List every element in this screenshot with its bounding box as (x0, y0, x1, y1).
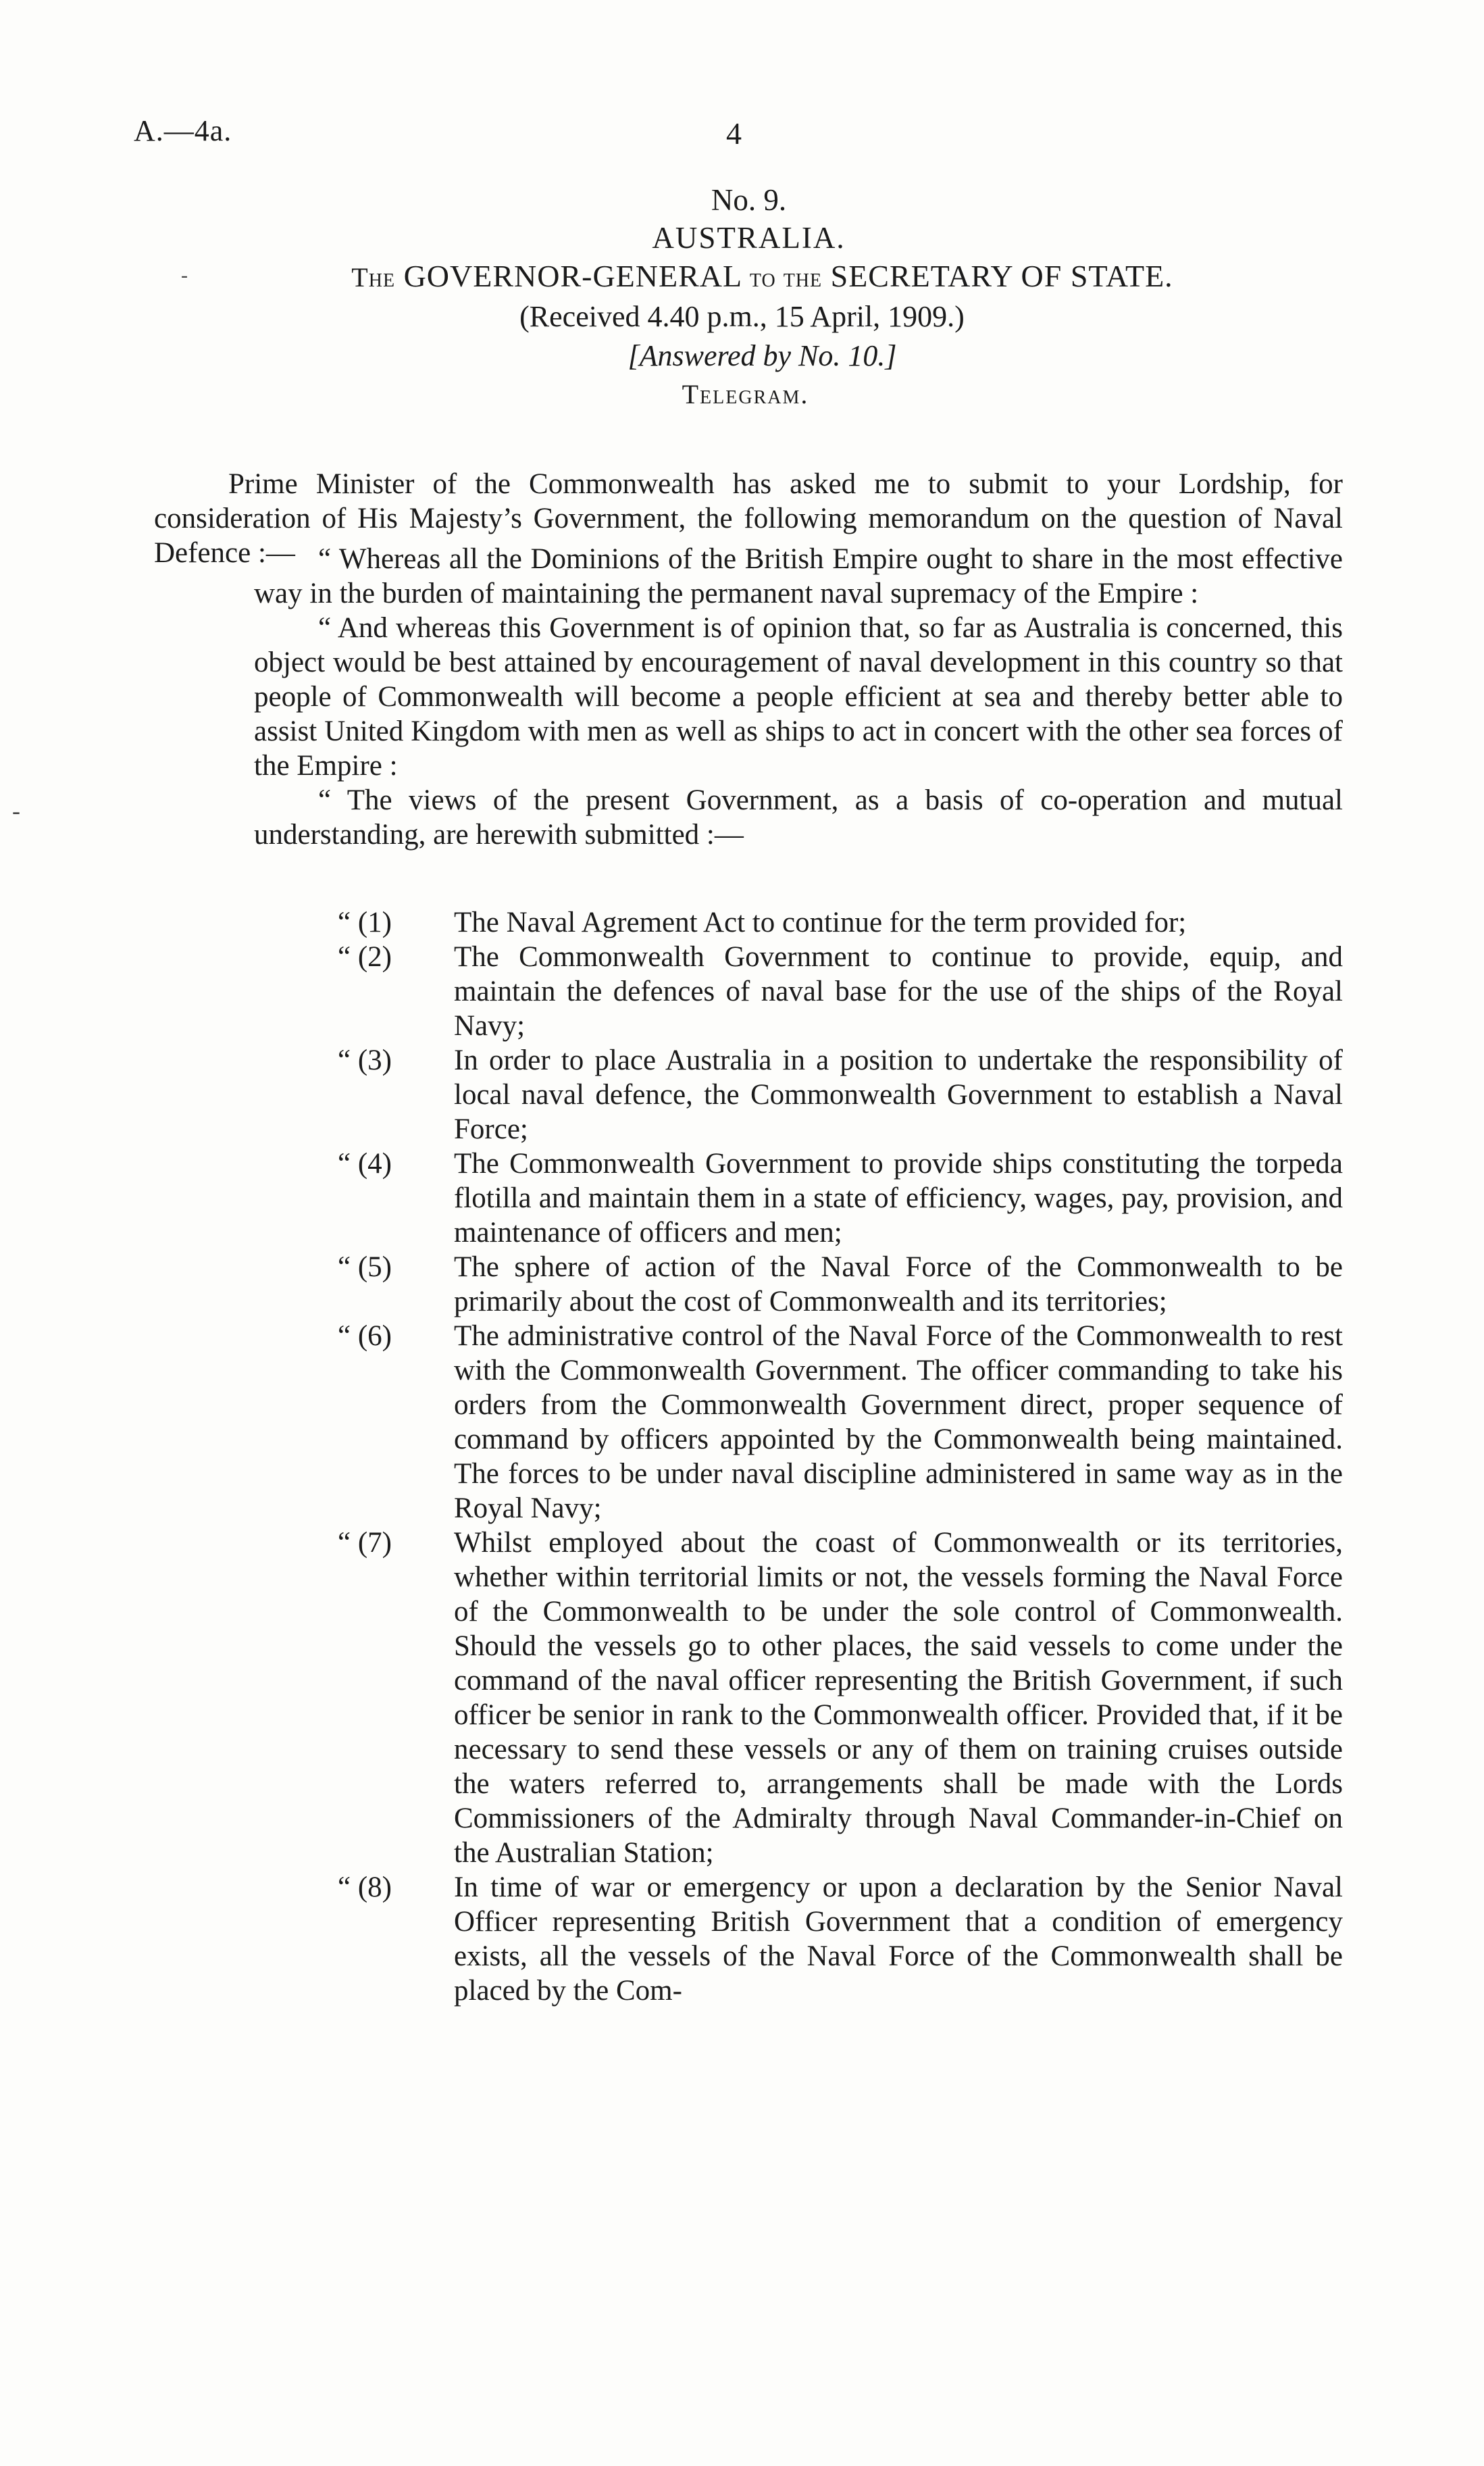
document-heading (0, 181, 1484, 413)
item-text: The Commonwealth Government to provide ships constituting the torpeda flotilla and maintain them in a state of efficiency, wages, pay, provision, and maintenance of officers and men; (454, 1148, 1343, 1249)
print-speck: - (12, 797, 20, 824)
page-number: 4 (726, 116, 742, 151)
country-heading: AUSTRALIA. (652, 221, 846, 255)
item-text: The Commonwealth Government to continue to provide, equip, and maintain the defences of naval base for the use of the ships of the Royal Navy; (454, 941, 1343, 1042)
memo-paragraph: “ The views of the present Government, as a basis of co-operation and mutual understanding, are herewith submitted :— (254, 784, 1343, 851)
memo-item (338, 1526, 1343, 1870)
item-number: “ (5) (338, 1251, 392, 1283)
item-text: Whilst employed about the coast of Commonwealth or its territories, whether within territorial limits or not, the vessels forming the Naval Force of the Commonwealth to be under the sole control of Commonwealth. Should the vessels go to other places, the said vessels to come under the command of the naval officer representing the British Government, if such officer be senior in rank to the Commonwealth officer. Provided that, if it be necessary to send these vessels or any of them on training cruises outside the waters referred to, arrangements shall be made with the Lords Commissioners of the Admiralty through Naval Commander-in-Chief on the Australian Station; (454, 1527, 1343, 1869)
item-text: In time of war or emergency or upon a declaration by the Senior Naval Officer representing British Government that a condition of emergency exists, all the vessels of the Naval Force of the Commonwealth shall be placed by the Com- (454, 1871, 1343, 2007)
print-speck: - (181, 264, 188, 286)
sender-recipient-line (0, 257, 1484, 297)
memo-item (338, 1043, 1343, 1147)
item-text: In order to place Australia in a position to undertake the responsibility of local naval defence, the Commonwealth Government to establish a Naval Force; (454, 1045, 1343, 1145)
item-number: “ (1) (338, 907, 392, 938)
sender: GOVERNOR-GENERAL (395, 259, 750, 293)
item-number: “ (3) (338, 1045, 392, 1076)
memo-item (338, 1147, 1343, 1250)
memo-paragraph: “ Whereas all the Dominions of the British Empire ought to share in the most effective way in the burden of maintaining the permanent naval supremacy of the Empire : (254, 543, 1343, 609)
memo-paragraph: “ And whereas this Government is of opinion that, so far as Australia is concerned, this object would be best attained by encouragement of naval development in this country so that people of Commonwealth will become a people efficient at sea and thereby better able to assist United Kingdom with men as well as ships to act in concert with the other sea forces of the Empire : (254, 612, 1343, 782)
telegram-label: Telegram. (682, 379, 809, 409)
item-text: The administrative control of the Naval Force of the Commonwealth to rest with the Commonwealth Government. The officer commanding to take his orders from the Commonwealth Government direct, proper sequence of command by officers appointed by the Commonwealth being maintained. The forces to be under naval discipline administered in same way as in the Royal Navy; (454, 1320, 1343, 1524)
intro-paragraph: Prime Minister of the Commonwealth has asked me to submit to your Lordship, for consideration of His Majesty’s Government, the following memorandum on the question of Naval Defence :— (154, 468, 1343, 569)
item-number: “ (4) (338, 1148, 392, 1180)
to-word: to the (749, 262, 823, 293)
memo-item (338, 905, 1343, 940)
memorandum (254, 542, 1343, 852)
answered-line: [Answered by No. 10.] (628, 339, 897, 372)
memo-item (338, 940, 1343, 1043)
item-text: The Naval Agrement Act to continue for the term provided for; (454, 907, 1187, 938)
item-number: “ (7) (338, 1527, 392, 1559)
received-line: (Received 4.40 p.m., 15 April, 1909.) (519, 300, 965, 333)
recipient: SECRETARY OF STATE. (822, 259, 1173, 293)
document-reference: A.—4a. (134, 114, 232, 147)
item-number: “ (2) (338, 941, 392, 973)
item-text: The sphere of action of the Naval Force of the Commonwealth to be primarily about the cost of Commonwealth and its territories; (454, 1251, 1343, 1317)
item-number: “ (8) (338, 1871, 392, 1903)
memo-item (338, 1250, 1343, 1319)
sender-prefix: The (351, 262, 396, 293)
item-number: “ (6) (338, 1320, 392, 1352)
memo-item (338, 1870, 1343, 2008)
document-number: No. 9. (711, 183, 787, 217)
memo-item (338, 1319, 1343, 1526)
memo-items (338, 905, 1343, 2008)
